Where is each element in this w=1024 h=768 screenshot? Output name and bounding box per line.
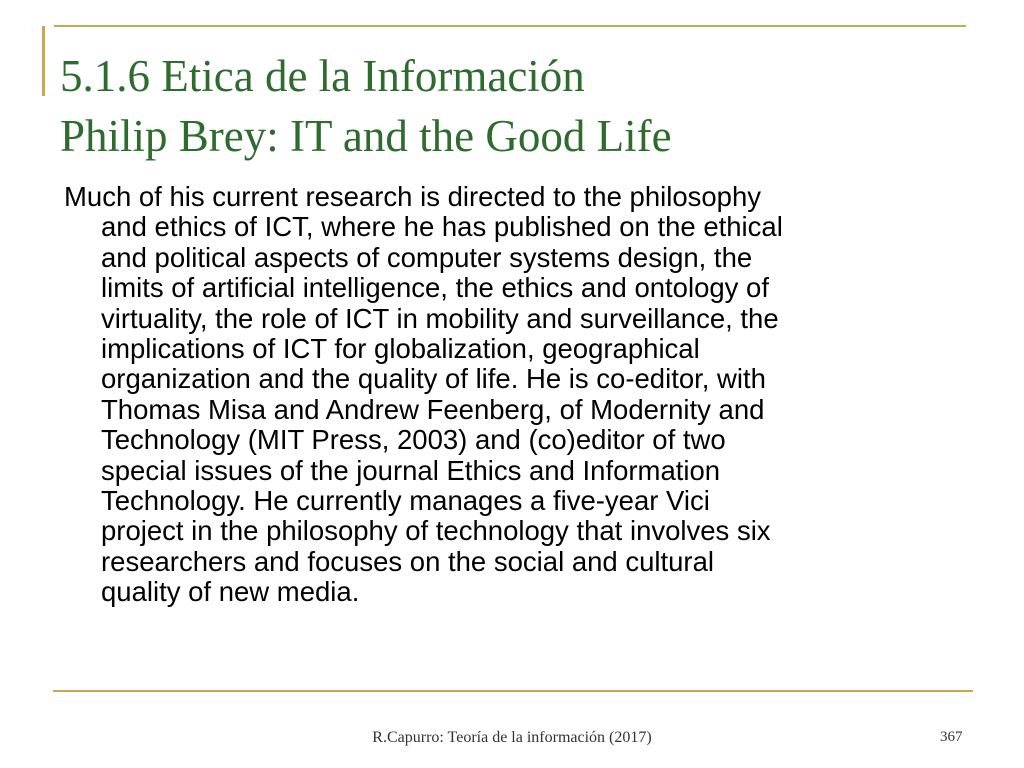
footer-caption: R.Capurro: Teoría de la información (2017) (372, 729, 652, 746)
body-line: Technology (MIT Press, 2003) and (co)editor of two (101, 424, 726, 456)
slide-body (64, 182, 964, 608)
page-number: 367 (940, 729, 963, 745)
accent-top-line (54, 25, 966, 27)
body-line: project in the philosophy of technology that involves six (101, 515, 771, 547)
body-line: and political aspects of computer systems design, the (101, 241, 753, 273)
body-line: virtuality, the role of ICT in mobility and surveillance, the (101, 302, 779, 334)
accent-vertical-line (42, 26, 45, 96)
footer-divider (53, 690, 973, 692)
body-line: limits of artificial intelligence, the ethics and ontology of (101, 272, 769, 304)
body-line: quality of new media. (101, 576, 360, 608)
body-line: researchers and focuses on the social and cultural (101, 545, 714, 577)
body-line: organization and the quality of life. He is co-editor, with (101, 363, 766, 395)
body-line: and ethics of ICT, where he has published on the ethical (101, 211, 783, 243)
body-line: Much of his current research is directed to the philosophy (64, 181, 762, 212)
body-line: special issues of the journal Ethics and Information (101, 454, 721, 486)
title-line-1: 5.1.6 Etica de la Información (60, 51, 585, 101)
body-line: Technology. He currently manages a five-year Vici (101, 485, 710, 517)
body-line: implications of ICT for globalization, geographical (101, 333, 700, 365)
title-line-2: Philip Brey: IT and the Good Life (60, 111, 672, 161)
slide-title (60, 46, 980, 166)
body-line: Thomas Misa and Andrew Feenberg, of Modernity and (101, 393, 765, 425)
